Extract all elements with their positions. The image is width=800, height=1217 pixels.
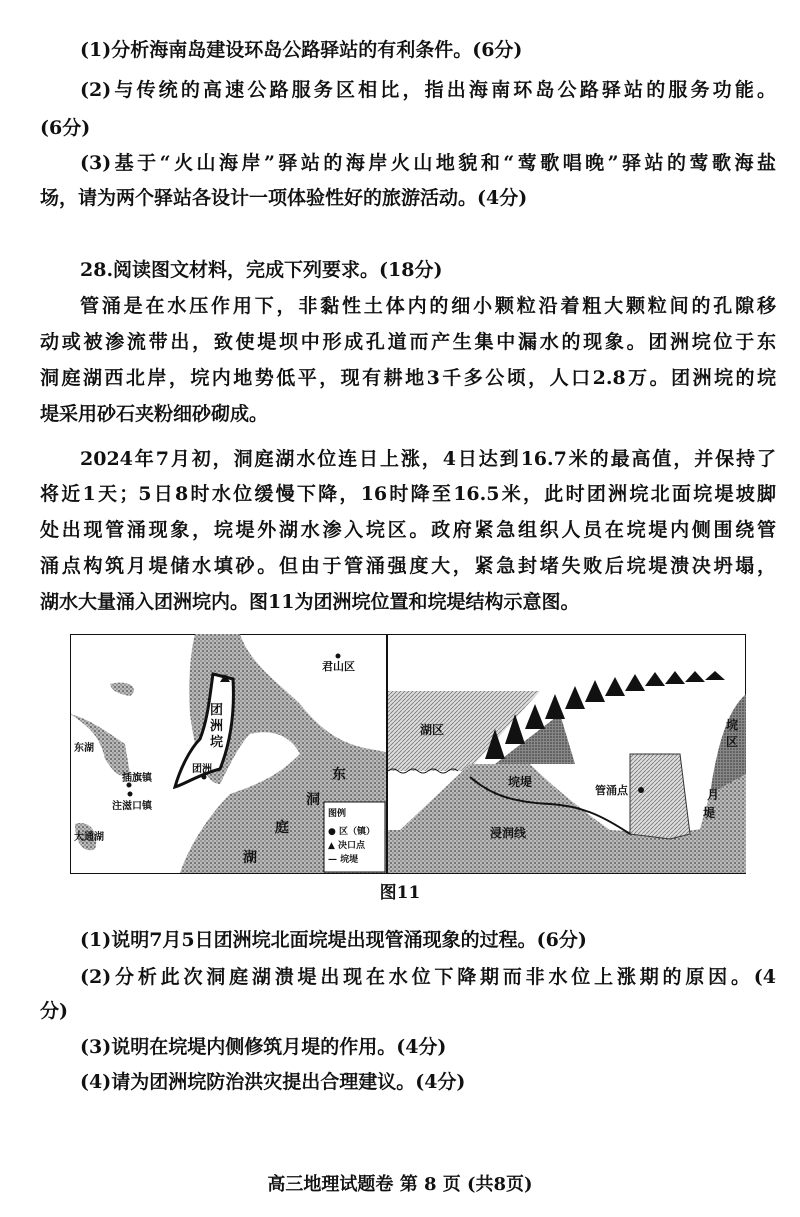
figure-11 <box>70 634 746 874</box>
legend-title: 图例 <box>328 809 347 819</box>
legend-item: ▲ 决口点 <box>328 841 366 851</box>
map-label: 团洲 <box>192 764 212 775</box>
q28-sub2-cont: 分) <box>40 1000 68 1022</box>
map-label: 大通湖 <box>74 832 104 843</box>
q28-para2-line: 涌点构筑月堤储水填砂。但由于管涌强度大，紧急封堵失败后垸堤溃决坍塌， <box>40 555 776 577</box>
map-label: 注滋口镇 <box>112 801 152 812</box>
map-label: 洞 <box>306 792 320 808</box>
q28-sub2: (2)分析此次洞庭湖溃堤出现在水位下降期而非水位上涨期的原因。(4 <box>80 966 776 988</box>
section-label-piping: 管涌点 <box>595 784 628 797</box>
section-label: 堤 <box>703 806 716 820</box>
q28-title: 28.阅读图文材料，完成下列要求。(18分) <box>80 259 443 281</box>
q28-para2-line: 处出现管涌现象，垸堤外湖水渗入垸区。政府紧急组织人员在垸堤内侧围绕管 <box>40 519 776 541</box>
q28-para1-line: 洞庭湖西北岸，垸内地势低平，现有耕地3千多公顷，人口2.8万。团洲垸的垸 <box>40 367 776 389</box>
q28-para1-line: 管涌是在水压作用下，非黏性土体内的细小颗粒沿着粗大颗粒间的孔隙移 <box>80 295 776 317</box>
q27-sub1: (1)分析海南岛建设环岛公路驿站的有利条件。(6分) <box>80 39 523 61</box>
map-label-junshan: 君山区 <box>322 660 355 673</box>
q27-sub3-cont: 场，请为两个驿站各设计一项体验性好的旅游活动。(4分) <box>40 187 528 209</box>
q28-para1-line: 动或被渗流带出，致使堤坝中形成孔道而产生集中漏水的现象。团洲垸位于东 <box>40 331 776 353</box>
section-label-dike: 垸堤 <box>508 775 533 789</box>
map-label: 垸 <box>210 735 224 750</box>
legend-item: ● 区（镇） <box>328 827 375 837</box>
moon-dike <box>630 754 690 839</box>
map-label: 东湖 <box>74 743 94 754</box>
piping-point-icon <box>638 787 644 793</box>
q28-sub4: (4)请为团洲垸防治洪灾提出合理建议。(4分) <box>80 1071 466 1093</box>
map-label: 庭 <box>275 820 289 836</box>
q28-para2-line: 将近1天；5日8时水位缓慢下降，16时降至16.5米，此时团洲垸北面垸堤坡脚 <box>40 483 776 505</box>
q27-sub2-cont: (6分) <box>40 117 91 139</box>
map-label: 团 <box>210 703 224 718</box>
legend-item: — 垸堤 <box>328 855 359 865</box>
section-label: 区 <box>726 735 739 749</box>
figure-caption: 图11 <box>379 883 421 903</box>
q27-sub3: (3)基于“火山海岸”驿站的海岸火山地貌和“莺歌唱晚”驿站的莺歌海盐 <box>80 152 776 174</box>
section-label: 垸 <box>726 718 739 732</box>
q28-sub3: (3)说明在垸堤内侧修筑月堤的作用。(4分) <box>80 1036 447 1058</box>
map-label: 洲 <box>210 719 224 734</box>
q28-para2-line: 湖水大量涌入团洲垸内。图11为团洲垸位置和垸堤结构示意图。 <box>40 591 580 613</box>
page-footer: 高三地理试题卷 第 8 页 (共8页) <box>267 1174 533 1195</box>
section-label: 月 <box>707 788 720 802</box>
q28-para1-line: 堤采用砂石夹粉细砂砌成。 <box>40 403 269 425</box>
map-legend <box>324 802 385 872</box>
q27-sub2: (2)与传统的高速公路服务区相比，指出海南环岛公路驿站的服务功能。 <box>80 79 776 101</box>
map-label: 东 <box>332 767 346 783</box>
map-label: 插旗镇 <box>122 773 152 784</box>
figure-11-graphic <box>70 634 746 874</box>
map-label: 湖 <box>243 850 257 866</box>
section-label-lake: 湖区 <box>420 723 445 737</box>
q28-sub1: (1)说明7月5日团洲垸北面垸堤出现管涌现象的过程。(6分) <box>80 929 587 951</box>
section-label-seepage: 浸润线 <box>490 826 527 840</box>
q28-para2-line: 2024年7月初，洞庭湖水位连日上涨，4日达到16.7米的最高值，并保持了 <box>80 448 776 470</box>
